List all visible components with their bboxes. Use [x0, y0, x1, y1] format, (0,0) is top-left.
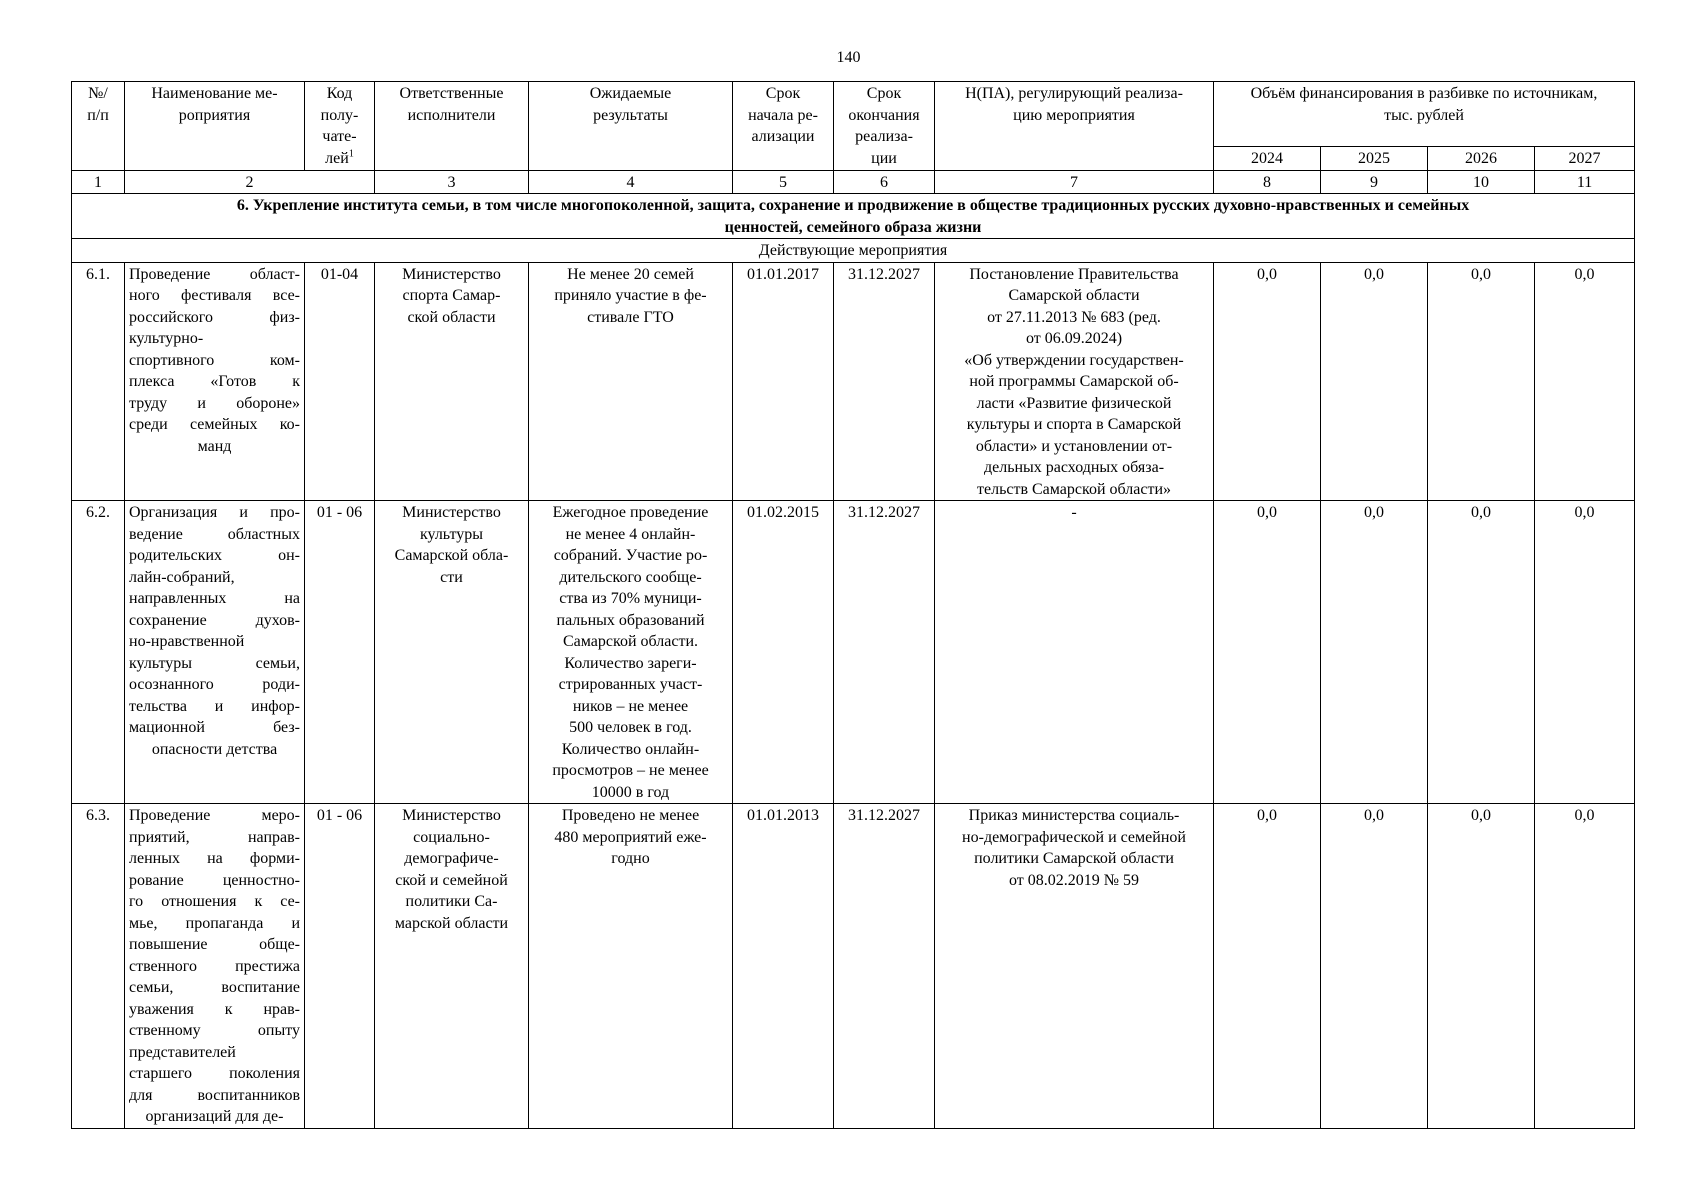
text-line: стрированных участ-: [558, 676, 703, 693]
text-line: ства из 70% муници-: [559, 590, 702, 607]
column-number: 3: [375, 170, 529, 194]
recipient-code: 01 - 06: [305, 804, 375, 1129]
text-line: стивале ГТО: [587, 308, 674, 326]
responsible: [375, 501, 529, 804]
text-line: ской области: [407, 308, 496, 326]
text-line: ственного престижа: [129, 957, 300, 975]
text-line: тыс. рублей: [1384, 106, 1464, 124]
text-line: повышение обще-: [129, 936, 300, 953]
text-line: «Об утверждении государствен-: [964, 351, 1184, 369]
text-line: спорта Самар-: [402, 287, 501, 304]
text-line: культуры: [419, 525, 484, 543]
section-title: [72, 194, 1635, 239]
text-line: от 27.11.2013 № 683 (ред.: [987, 308, 1161, 326]
column-number: 8: [1214, 170, 1321, 194]
header-num: [72, 82, 125, 171]
financing-2026: 0,0: [1428, 804, 1535, 1129]
text-line: уважения к нрав-: [129, 1000, 300, 1018]
financing-2025: 0,0: [1321, 262, 1428, 501]
header-financing: [1214, 82, 1635, 147]
header-end: [834, 82, 935, 171]
column-number: 4: [529, 170, 733, 194]
text-line: опасности детства: [151, 740, 278, 758]
text-line: ализации: [751, 128, 815, 145]
text-line: от 08.02.2019 № 59: [1008, 871, 1140, 889]
text-line: просмотров – не менее: [552, 762, 709, 779]
financing-2024: 0,0: [1214, 501, 1321, 804]
recipient-code: 01 - 06: [305, 501, 375, 804]
text-line: направленных на: [129, 590, 300, 607]
table-row: [72, 501, 1635, 804]
text-line: исполнители: [407, 106, 496, 124]
text-line: собраний. Участие ро-: [553, 547, 708, 564]
text-line: приятий, направ-: [129, 828, 300, 846]
text-line: культуры семьи,: [129, 654, 300, 672]
text-line: представителей: [129, 1043, 236, 1061]
header-year-2024: 2024: [1214, 147, 1321, 171]
text-line: Ежегодное проведение: [552, 504, 709, 521]
column-number: 10: [1428, 170, 1535, 194]
text-line: культуры и спорта в Самарской: [966, 416, 1182, 433]
text-line: Самарской области: [1008, 287, 1140, 304]
text-line: области» и установлении от-: [975, 437, 1173, 455]
column-number: 6: [834, 170, 935, 194]
header-responsible: [375, 82, 529, 171]
text-line: спортивного ком-: [129, 351, 300, 369]
row-number: 6.3.: [72, 804, 125, 1129]
text-line: политики Самарской области: [974, 850, 1174, 867]
column-number: 2: [125, 170, 375, 194]
text-line: лайн-собраний,: [129, 568, 235, 586]
header-year-2027: 2027: [1535, 147, 1635, 171]
text-line: -: [1071, 504, 1077, 521]
start-date: 01.01.2017: [733, 262, 834, 501]
text-line: приняло участие в фе-: [554, 287, 707, 304]
financing-2024: 0,0: [1214, 804, 1321, 1129]
text-line: плекса «Готов к: [129, 373, 300, 390]
activity-name: [125, 501, 305, 804]
text-line: ции: [871, 149, 897, 167]
text-line: 10000 в год: [591, 783, 670, 801]
text-line: ной программы Самарской об-: [969, 373, 1179, 390]
text-line: Министерство: [402, 807, 501, 824]
text-line: окончания: [848, 106, 920, 124]
text-line: полу-: [320, 106, 359, 124]
text-line: реализа-: [855, 128, 913, 145]
text-line: Количество зареги-: [564, 654, 697, 672]
text-line: ской и семейной: [395, 871, 508, 889]
text-line: Срок: [866, 85, 902, 102]
column-number: 9: [1321, 170, 1428, 194]
column-number: 1: [72, 170, 125, 194]
financing-2027: 0,0: [1535, 804, 1635, 1129]
text-line: семьи, воспитание: [129, 979, 300, 996]
text-line: мье, пропаганда и: [129, 914, 300, 932]
row-number: 6.1.: [72, 262, 125, 501]
text-line: 6. Укрепление института семьи, в том числе многопоколенной, защита, сохранение и продвижение в обществе традиционных русских духовно-нравственных и семейных: [236, 197, 1470, 214]
subsection-title: Действующие мероприятия: [72, 239, 1635, 263]
text-line: культурно-: [129, 330, 204, 347]
header-npa: [935, 82, 1214, 171]
financing-2026: 0,0: [1428, 262, 1535, 501]
text-line: Самарской области.: [563, 633, 698, 650]
text-line: ценностей, семейного образа жизни: [724, 218, 982, 236]
text-line: рование ценностно-: [129, 871, 300, 889]
text-line: среди семейных ко-: [129, 416, 300, 433]
column-number: 7: [935, 170, 1214, 194]
end-date: 31.12.2027: [834, 804, 935, 1129]
text-line: ласти «Развитие физической: [976, 394, 1172, 412]
text-line: демографиче-: [404, 850, 499, 867]
text-line: ственному опыту: [129, 1022, 300, 1039]
end-date: 31.12.2027: [834, 262, 935, 501]
text-line: тельств Самарской области»: [976, 480, 1172, 498]
start-date: 01.02.2015: [733, 501, 834, 804]
header-year-2025: 2025: [1321, 147, 1428, 171]
text-line: родительских он-: [129, 547, 300, 564]
start-date: 01.01.2013: [733, 804, 834, 1129]
text-line: политики Са-: [405, 893, 498, 910]
text-line: Наименование ме-: [151, 85, 278, 102]
text-line: российского физ-: [129, 308, 300, 326]
text-line: сти: [440, 568, 463, 586]
text-line: Не менее 20 семей: [567, 265, 694, 283]
text-line: от 06.09.2024): [1025, 330, 1123, 347]
text-line: п/п: [87, 106, 109, 124]
text-line: мационной без-: [129, 719, 300, 736]
expected-results: [529, 804, 733, 1129]
row-number: 6.2.: [72, 501, 125, 804]
text-line: социально-: [413, 828, 490, 846]
header-code-text: [309, 83, 370, 167]
text-line: Организация и про-: [129, 504, 300, 521]
text-line: годно: [611, 850, 650, 867]
expected-results: [529, 501, 733, 804]
expected-results: [529, 262, 733, 501]
text-line: Приказ министерства социаль-: [968, 807, 1180, 824]
activities-table: [71, 81, 1635, 1129]
text-line: результаты: [593, 106, 668, 124]
activity-name: [125, 262, 305, 501]
text-line: для воспитанников: [129, 1086, 300, 1104]
page-number: 140: [836, 49, 861, 66]
text-line: Проведение област-: [129, 265, 300, 283]
npa: [935, 501, 1214, 804]
text-line: начала ре-: [748, 106, 818, 124]
text-line: ников – не менее: [572, 697, 689, 715]
text-line: Код: [326, 85, 353, 102]
header-year-2026: 2026: [1428, 147, 1535, 171]
text-line: пальных образований: [556, 611, 705, 629]
text-line: дельных расходных обяза-: [983, 459, 1165, 476]
text-line: Срок: [765, 85, 801, 102]
text-line: Н(ПА), регулирующий реализа-: [965, 85, 1183, 102]
text-line: го отношения к се-: [129, 893, 300, 910]
text-line: Ответственные: [399, 85, 504, 102]
section-row: [72, 194, 1635, 239]
recipient-code: 01-04: [305, 262, 375, 501]
text-line: ного фестиваля все-: [129, 287, 300, 304]
text-line: ведение областных: [129, 525, 300, 543]
text-line: роприятия: [178, 106, 251, 124]
text-line: но-нравственной: [129, 633, 245, 650]
column-number: 11: [1535, 170, 1635, 194]
header-results: [529, 82, 733, 171]
npa: [935, 262, 1214, 501]
responsible: [375, 804, 529, 1129]
header-code-footnote: 1: [348, 148, 354, 160]
text-line: дительского сообще-: [559, 568, 702, 586]
text-line: не менее 4 онлайн-: [565, 525, 696, 543]
text-line: Проведение меро-: [129, 807, 300, 824]
header-code: [305, 82, 375, 171]
activity-name: [125, 804, 305, 1129]
npa: [935, 804, 1214, 1129]
table-row: [72, 804, 1635, 1129]
header-start: [733, 82, 834, 171]
text-line: Количество онлайн-: [561, 740, 700, 758]
financing-2025: 0,0: [1321, 804, 1428, 1129]
financing-2024: 0,0: [1214, 262, 1321, 501]
text-line: осознанного роди-: [129, 676, 300, 693]
financing-2026: 0,0: [1428, 501, 1535, 804]
text-line: тельства и инфор-: [129, 697, 300, 715]
text-line: Объём финансирования в разбивке по источникам,: [1250, 85, 1598, 102]
text-line: №/: [88, 85, 108, 102]
text-line: старшего поколения: [129, 1065, 300, 1082]
financing-2027: 0,0: [1535, 262, 1635, 501]
text-line: манд: [197, 437, 232, 455]
subsection-row: [72, 239, 1635, 263]
text-line: труду и обороне»: [129, 394, 300, 412]
responsible: [375, 262, 529, 501]
text-line: Постановление Правительства: [969, 265, 1179, 283]
text-line: цию мероприятия: [1013, 106, 1135, 124]
text-line: сохранение духов-: [129, 611, 300, 629]
column-numbers-row: [72, 170, 1635, 194]
text-line: марской области: [394, 914, 509, 932]
header-name: [125, 82, 305, 171]
table-row: [72, 262, 1635, 501]
header-row: [72, 82, 1635, 147]
text-line: ленных на форми-: [129, 850, 300, 867]
text-line: но-демографической и семейной: [962, 828, 1186, 846]
text-line: Самарской обла-: [394, 547, 509, 564]
text-line: организаций для де-: [145, 1108, 284, 1125]
text-line: Проведено не менее: [561, 807, 700, 824]
text-line: Министерство: [402, 504, 501, 521]
text-line: 480 мероприятий еже-: [554, 828, 707, 846]
text-line: 500 человек в год.: [569, 719, 692, 736]
end-date: 31.12.2027: [834, 501, 935, 804]
financing-2027: 0,0: [1535, 501, 1635, 804]
text-line: лей: [325, 149, 349, 167]
text-line: Министерство: [402, 265, 501, 283]
text-line: чате-: [322, 128, 357, 145]
text-line: Ожидаемые: [589, 85, 672, 102]
financing-2025: 0,0: [1321, 501, 1428, 804]
column-number: 5: [733, 170, 834, 194]
